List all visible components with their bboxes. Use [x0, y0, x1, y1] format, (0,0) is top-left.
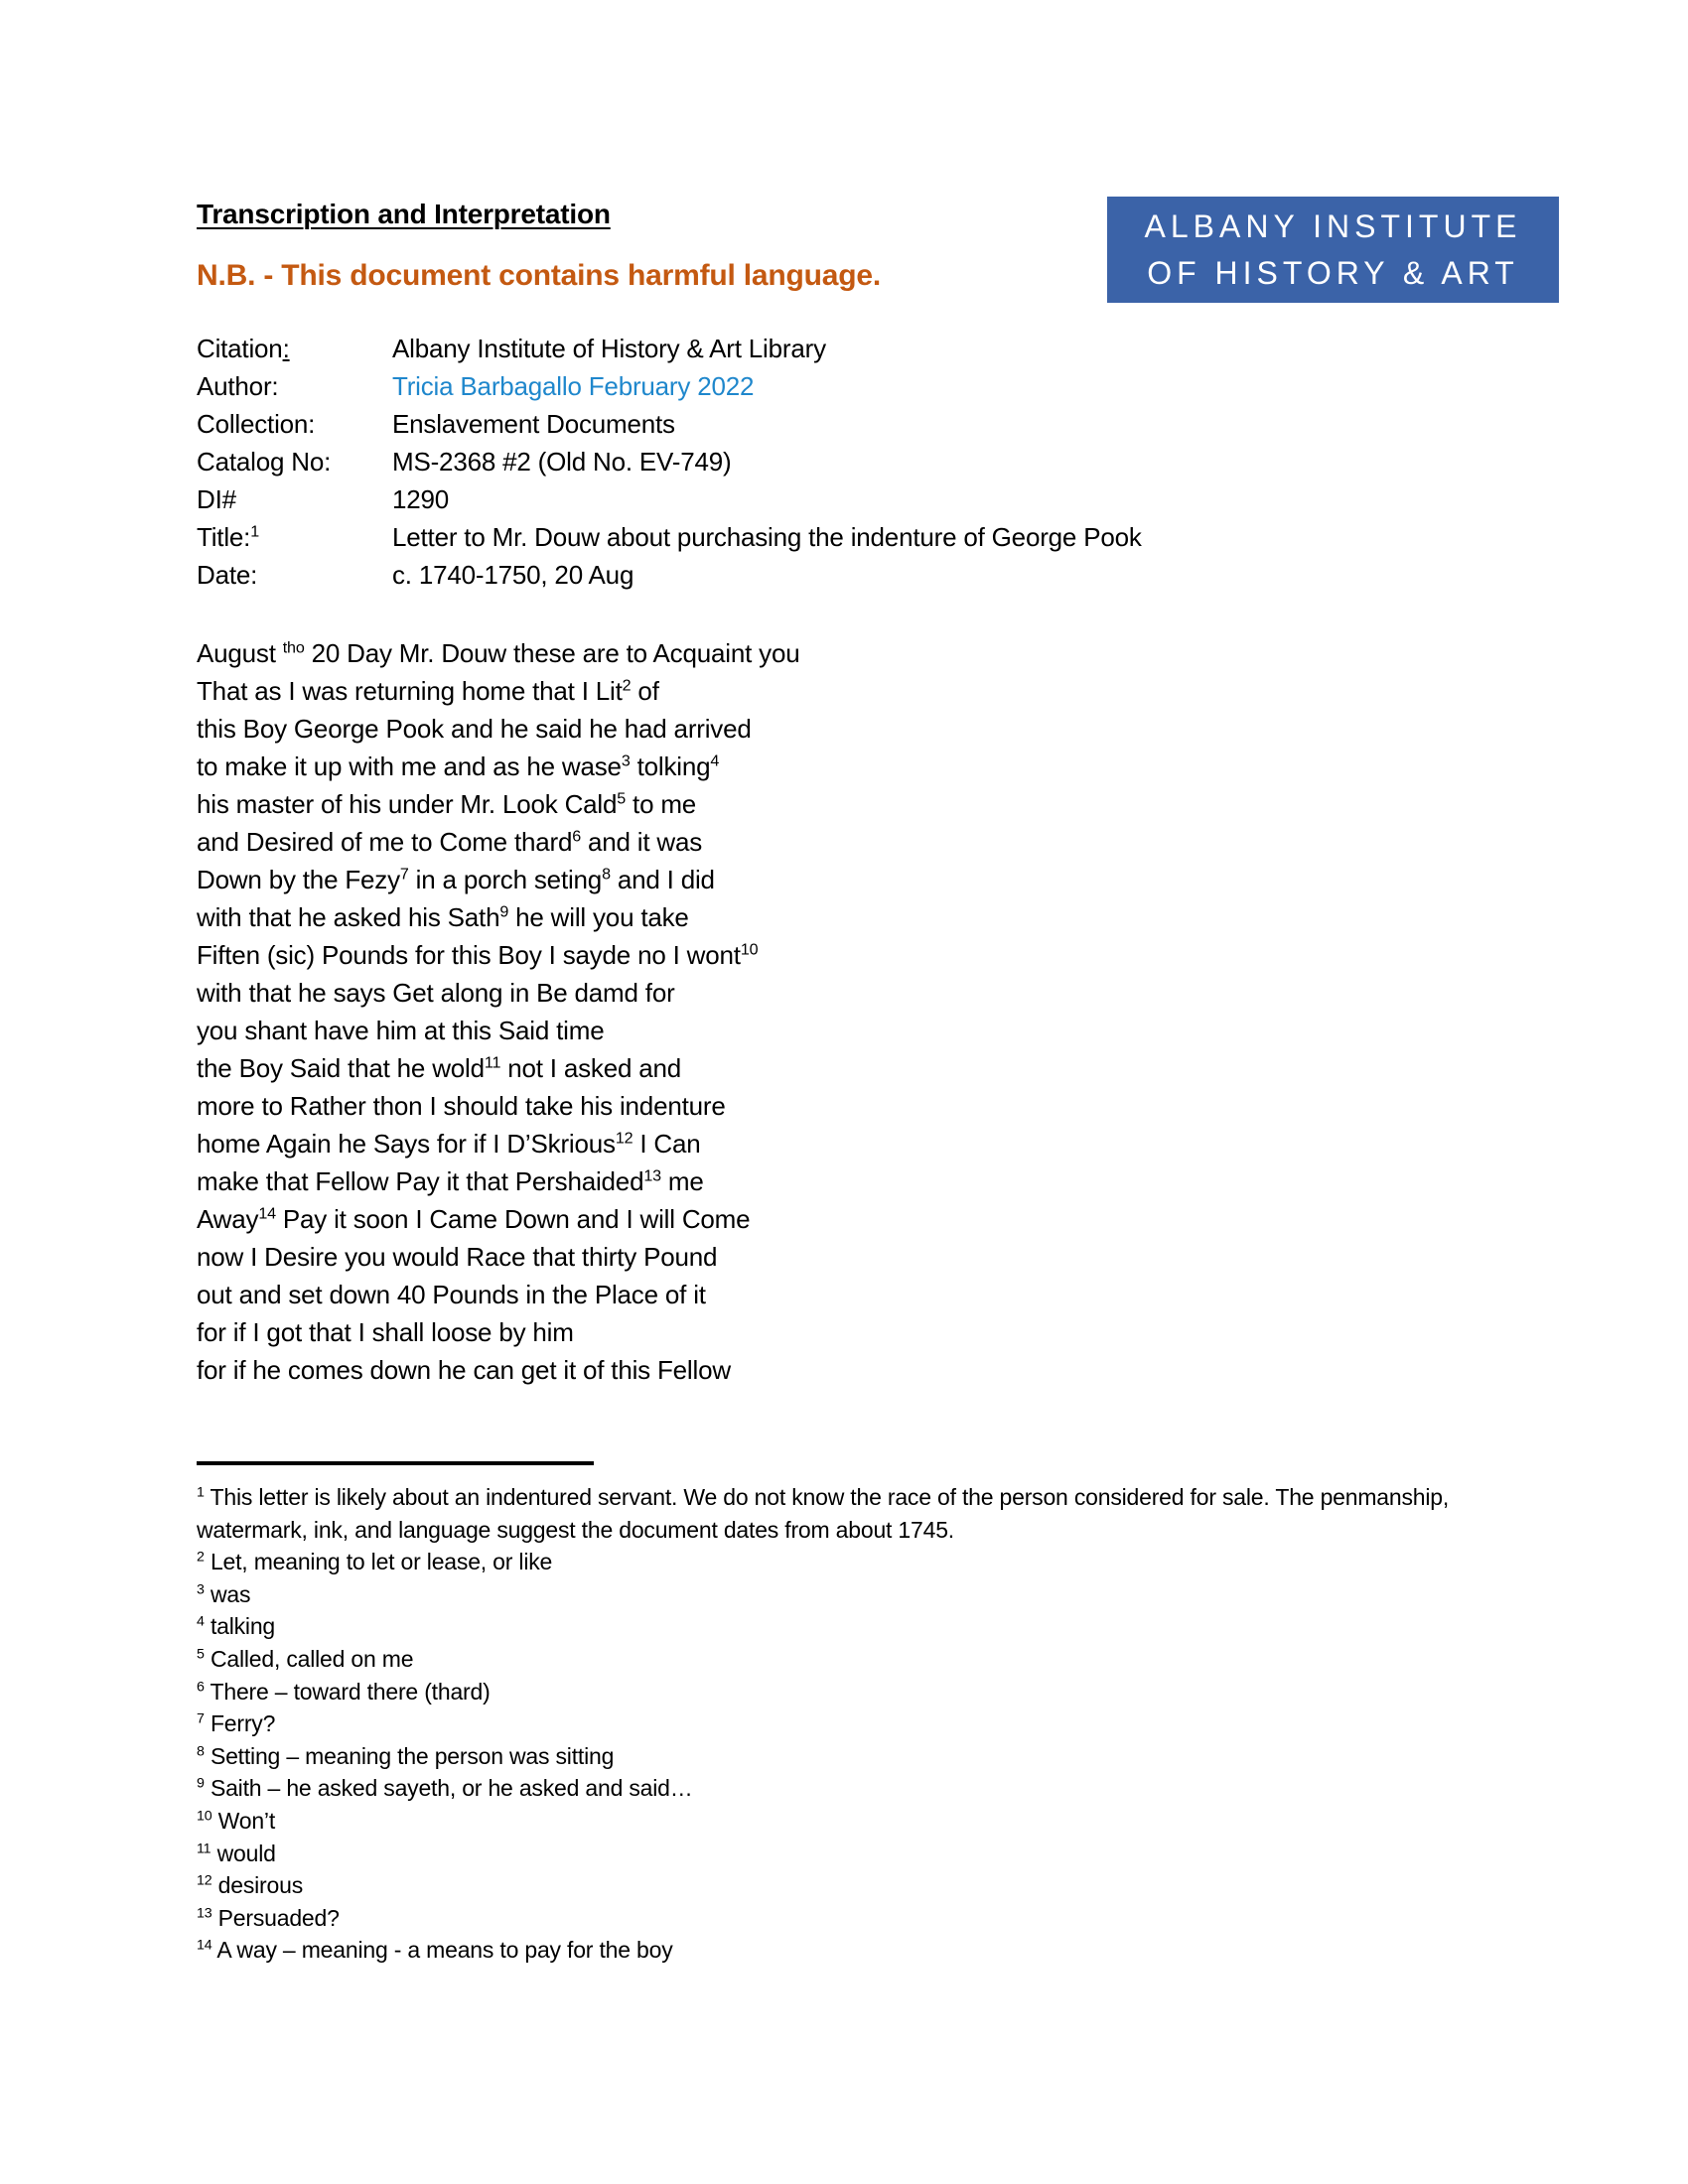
superscript: 11 [484, 1053, 501, 1072]
footnote-text: Setting – meaning the person was sitting [210, 1742, 615, 1769]
footnote-text: There – toward there (thard) [210, 1678, 491, 1705]
footnote [197, 1676, 1549, 1708]
footnote-number: 12 [197, 1872, 212, 1889]
superscript: 1 [250, 522, 259, 541]
letter-line: the Boy Said that he wold$^{11}$ not I asked and [197, 1053, 682, 1083]
metadata-value: Letter to Mr. Douw about purchasing the indenture of George Pook [392, 522, 1142, 552]
footnote-number: 10 [197, 1808, 212, 1825]
footnote-number: 1 [197, 1484, 205, 1501]
metadata-value: Tricia Barbagallo February 2022 [392, 371, 755, 401]
footnote [197, 1740, 1549, 1773]
letter-line: for if I got that I shall loose by him [197, 1317, 574, 1347]
superscript: 7 [399, 865, 409, 884]
letter-line: Fiften (sic) Pounds for this Boy I sayde no I wont$^{10}$ [197, 940, 759, 970]
metadata-label: Date: [197, 560, 258, 590]
footnote [197, 1546, 1549, 1578]
footnote-number: 2 [197, 1549, 205, 1566]
metadata-row [197, 405, 1142, 443]
letter-line: to make it up with me and as he wase$^3$ tolking$^4$ [197, 751, 720, 781]
letter-line: more to Rather thon I should take his indenture [197, 1091, 726, 1121]
superscript: 9 [499, 902, 509, 921]
footnote-number: 11 [197, 1840, 211, 1856]
superscript: 8 [602, 865, 611, 884]
letter-line: with that he says Get along in Be damd for [197, 978, 675, 1008]
metadata-row [197, 367, 1142, 405]
metadata-value: c. 1740-1750, 20 Aug [392, 560, 634, 590]
metadata-label: DI# [197, 484, 236, 514]
metadata-value: MS-2368 #2 (Old No. EV-749) [392, 447, 732, 477]
footnote [197, 1707, 1549, 1740]
letter-transcription [197, 634, 799, 1389]
metadata-label: Citation: [197, 334, 290, 363]
letter-line: out and set down 40 Pounds in the Place of it [197, 1280, 706, 1309]
footnote-text: talking [210, 1613, 276, 1640]
harmful-language-notice: N.B. - This document contains harmful language. [197, 259, 881, 292]
metadata-value: Albany Institute of History & Art Library [392, 334, 826, 363]
metadata-list [197, 330, 1142, 594]
footnote [197, 1934, 1549, 1967]
footnote [197, 1610, 1549, 1643]
letter-line: now I Desire you would Race that thirty Pound [197, 1242, 718, 1272]
metadata-row [197, 330, 1142, 367]
superscript: 4 [710, 751, 720, 770]
footnote [197, 1772, 1549, 1805]
footnote [197, 1481, 1549, 1546]
footnote-text: desirous [217, 1872, 303, 1899]
metadata-label: Author: [197, 371, 279, 401]
metadata-row [197, 556, 1142, 594]
letter-line: Down by the Fezy$^7$ in a porch seting$^8$ and I did [197, 865, 715, 894]
superscript: 13 [643, 1166, 661, 1185]
footnote [197, 1578, 1549, 1611]
footnote [197, 1805, 1549, 1838]
footnote-text: Persuaded? [217, 1904, 340, 1931]
letter-line: Away$^{14}$ Pay it soon I Came Down and I will Come [197, 1204, 751, 1234]
footnote [197, 1869, 1549, 1902]
superscript: tho [282, 638, 305, 657]
footnote-number: 3 [197, 1581, 205, 1598]
letter-line: That as I was returning home that I Lit$^2$ of [197, 676, 659, 706]
footnote-text: A way – meaning - a means to pay for the boy [216, 1937, 673, 1964]
page-title: Transcription and Interpretation [197, 199, 611, 229]
letter-line: make that Fellow Pay it that Pershaided$^{13}$ me [197, 1166, 704, 1196]
letter-line: August $^{tho}$ 20 Day Mr. Douw these are to Acquaint you [197, 638, 800, 668]
metadata-label: Collection: [197, 409, 316, 439]
footnote-text: This letter is likely about an indentured servant. We do not know the race of the person considered for sale. The penmanship, watermark, ink, and language suggest the document dates from about 1745. [197, 1484, 1450, 1543]
footnote [197, 1838, 1549, 1870]
metadata-value: 1290 [392, 484, 450, 514]
footnote-text: would [216, 1840, 276, 1866]
footnote-number: 13 [197, 1905, 212, 1922]
letter-line: this Boy George Pook and he said he had arrived [197, 714, 752, 744]
letter-line: you shant have him at this Said time [197, 1016, 605, 1045]
footnote-number: 6 [197, 1678, 205, 1695]
footnote-text: Ferry? [210, 1710, 276, 1737]
metadata-row [197, 480, 1142, 518]
footnote-text: was [210, 1580, 251, 1607]
superscript: 10 [740, 940, 759, 959]
metadata-value: Enslavement Documents [392, 409, 675, 439]
letter-line: home Again he Says for if I D’Skrious$^{12}$ I Can [197, 1129, 701, 1159]
footnote-number: 9 [197, 1775, 205, 1792]
footnote-number: 7 [197, 1710, 205, 1727]
superscript: 6 [572, 827, 581, 846]
footnote-text: Saith – he asked sayeth, or he asked and said… [210, 1775, 693, 1802]
superscript: 12 [615, 1129, 633, 1148]
metadata-label: Title:$^1$ [197, 522, 259, 552]
footnote-separator [197, 1461, 594, 1465]
albany-institute-logo [1107, 197, 1559, 303]
footnote-number: 4 [197, 1613, 205, 1630]
metadata-row [197, 518, 1142, 556]
superscript: 3 [621, 751, 631, 770]
footnote-text: Let, meaning to let or lease, or like [210, 1549, 553, 1575]
letter-line: and Desired of me to Come thard$^6$ and it was [197, 827, 703, 857]
footnote-number: 5 [197, 1646, 205, 1663]
metadata-row [197, 443, 1142, 480]
metadata-label: Catalog No: [197, 447, 332, 477]
superscript: 5 [617, 789, 627, 808]
letter-line: for if he comes down he can get it of this Fellow [197, 1355, 731, 1385]
footnote [197, 1643, 1549, 1676]
letter-line: his master of his under Mr. Look Cald$^5$ to me [197, 789, 697, 819]
superscript: 2 [622, 676, 632, 695]
logo-line-1: ALBANY INSTITUTE [1144, 207, 1522, 244]
logo-line-2: OF HISTORY & ART [1147, 254, 1519, 291]
footnote-text: Called, called on me [210, 1645, 414, 1672]
footnote-number: 8 [197, 1743, 205, 1760]
footnote-number: 14 [197, 1937, 212, 1954]
superscript: 14 [258, 1204, 276, 1223]
footnotes [197, 1481, 1549, 1967]
letter-line: with that he asked his Sath$^9$ he will you take [197, 902, 689, 932]
footnote-text: Won’t [217, 1807, 276, 1834]
footnote [197, 1902, 1549, 1935]
